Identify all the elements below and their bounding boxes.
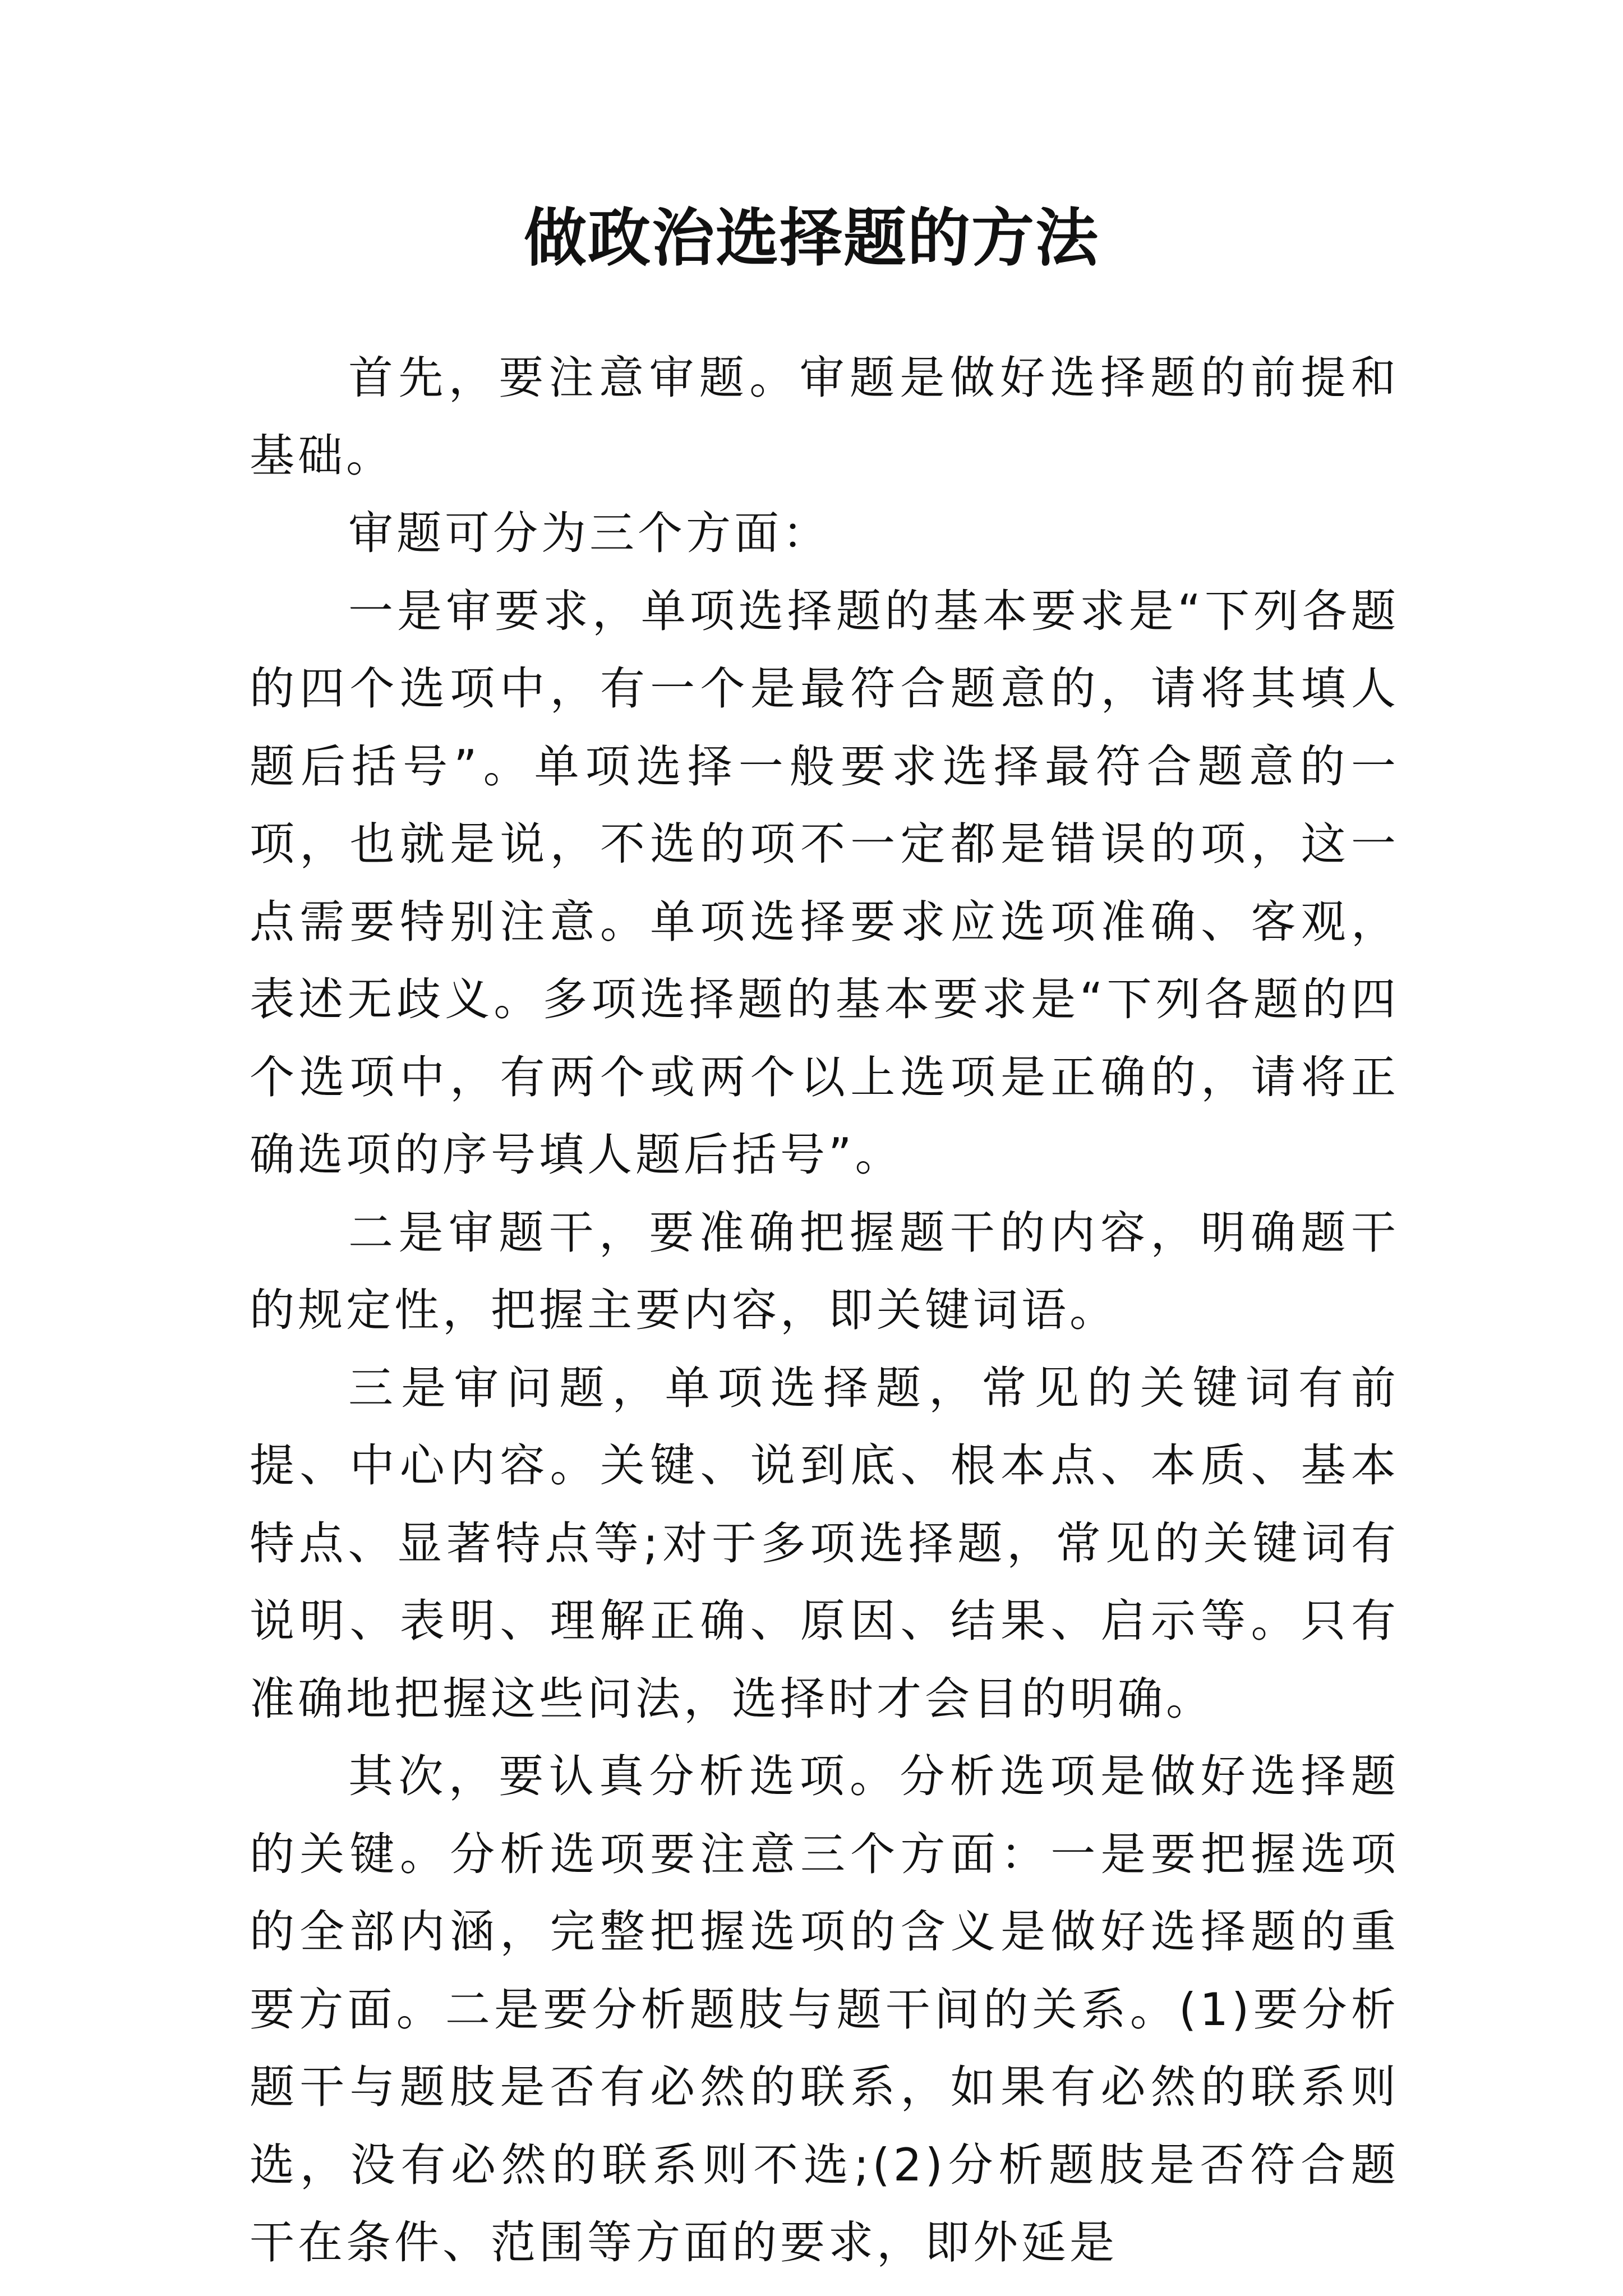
paragraph-4: 二是审题干，要准确把握题干的内容，明确题干的规定性，把握主要内容，即关键词语。 — [250, 1206, 1399, 1336]
paragraph-2: 审题可分为三个方面： — [348, 507, 831, 559]
paragraph-5: 三是审问题，单项选择题，常见的关键词有前提、中心内容。关键、说到底、根本点、本质、基本特点、显著特点等;对于多项选择题，常见的关键词有说明、表明、理解正确、原因、结果、启示等。只有准确地把握这些问法，选择时才会目的明确。 — [250, 1361, 1399, 1725]
paragraph-3: 一是审要求，单项选择题的基本要求是“下列各题的四个选项中，有一个是最符合题意的，请将其填人题后括号”。单项选择一般要求选择最符合题意的一项，也就是说，不选的项不一定都是错误的项，这一点需要特别注意。单项选择要求应选项准确、客观，表述无歧义。多项选择题的基本要求是“下列各题的四个选项中，有两个或两个以上选项是正确的，请将正确选项的序号填人题后括号”。 — [250, 585, 1399, 1181]
document-body — [250, 339, 1399, 2282]
paragraph-6: 其次，要认真分析选项。分析选项是做好选择题的关键。分析选项要注意三个方面：一是要把握选项的全部内涵，完整把握选项的含义是做好选择题的重要方面。二是要分析题肢与题干间的关系。(1)要分析题干与题肢是否有必然的联系，如果有必然的联系则选，没有必然的联系则不选;(2)分析题肢是否符合题干在条件、范围等方面的要求，即外延是 — [250, 1750, 1399, 2269]
paragraph-1: 首先，要注意审题。审题是做好选择题的前提和基础。 — [250, 352, 1399, 482]
document-title: 做政治选择题的方法 — [524, 201, 1099, 275]
